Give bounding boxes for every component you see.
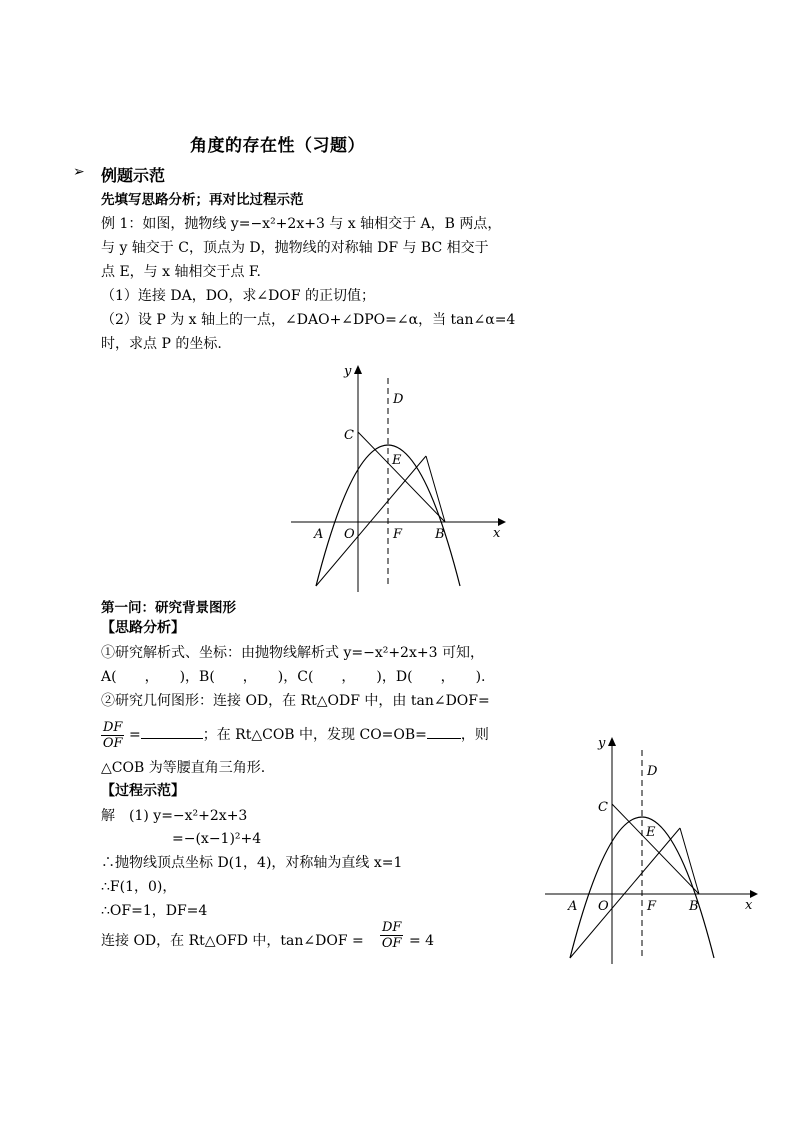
fraction-denominator: OF [102,736,123,751]
section-heading: 例题示范 [101,166,166,185]
process-line-6-end: = 4 [409,933,435,949]
label-D-2: D [647,764,658,779]
process-line-5: ∴OF=1，DF=4 [101,903,208,919]
label-B-2: B [689,899,699,914]
label-O-2: O [598,899,609,914]
analysis-line-4 [129,725,489,745]
label-E: E [392,453,402,468]
instruction-text: 先填写思路分析；再对比过程示范 [101,192,304,208]
part1-heading: 第一问：研究背景图形 [101,600,236,616]
label-C: C [344,428,354,443]
label-y: y [344,364,352,379]
analysis-line-1: ①研究解析式、坐标：由抛物线解析式 y=−x²+2x+3 可知， [101,645,484,661]
process-heading: 【过程示范】 [101,783,185,799]
label-y-2: y [598,736,606,751]
parabola-figure-2 [540,732,770,972]
label-D: D [393,392,404,407]
problem-line-3: 点 E，与 x 轴相交于点 F. [101,264,261,280]
process-fraction-numerator: DF [382,920,402,935]
problem-line-5: （2）设 P 为 x 轴上的一点，∠DAO+∠DPO=∠α，当 tan∠α=4 [101,312,516,328]
label-E-2: E [646,825,656,840]
problem-line-2: 与 y 轴交于 C，顶点为 D，抛物线的对称轴 DF 与 BC 相交于 [101,240,489,256]
analysis-line-5: △COB 为等腰直角三角形. [101,760,266,776]
arrow-bullet-icon: ➢ [73,164,85,180]
analysis-fraction [101,720,124,751]
process-fraction [380,920,403,951]
problem-line-6: 时，求点 P 的坐标. [101,336,222,352]
label-O: O [344,527,355,542]
analysis-heading: 【思路分析】 [101,620,185,636]
label-A: A [314,527,324,542]
process-line-1: 解 (1) y=−x²+2x+3 [101,808,248,824]
analysis-line-4-mid: ；在 Rt△COB 中，发现 CO=OB= [202,727,427,743]
fraction-numerator: DF [103,720,123,735]
label-C-2: C [598,800,608,815]
answer-blank-1[interactable] [141,738,203,739]
problem-line-4: （1）连接 DA，DO，求∠DOF 的正切值； [101,288,375,304]
analysis-line-3: ②研究几何图形：连接 OD，在 Rt△ODF 中，由 tan∠DOF= [101,693,490,709]
label-B: B [435,527,445,542]
label-x: x [493,526,501,541]
parabola-figure-1 [286,360,516,600]
process-line-4: ∴F(1，0)， [101,879,177,895]
page-title: 角度的存在性（习题） [190,136,365,156]
process-line-2: =−(x−1)²+4 [172,831,262,847]
process-line-3: ∴抛物线顶点坐标 D(1，4)，对称轴为直线 x=1 [101,855,403,871]
analysis-line-4-end: ，则 [460,727,489,743]
process-fraction-denominator: OF [381,936,402,951]
answer-blank-2[interactable] [427,738,461,739]
process-line-6: 连接 OD，在 Rt△OFD 中，tan∠DOF = [101,933,364,949]
problem-line-1: 例 1：如图，抛物线 y=−x²+2x+3 与 x 轴相交于 A，B 两点， [101,216,502,232]
label-x-2: x [745,898,753,913]
label-F: F [393,527,403,542]
label-A-2: A [568,899,578,914]
equals-sign: = [129,727,141,743]
analysis-line-2: A( ， )，B( ， )，C( ， )，D( ， ). [101,669,486,685]
label-F-2: F [647,899,657,914]
